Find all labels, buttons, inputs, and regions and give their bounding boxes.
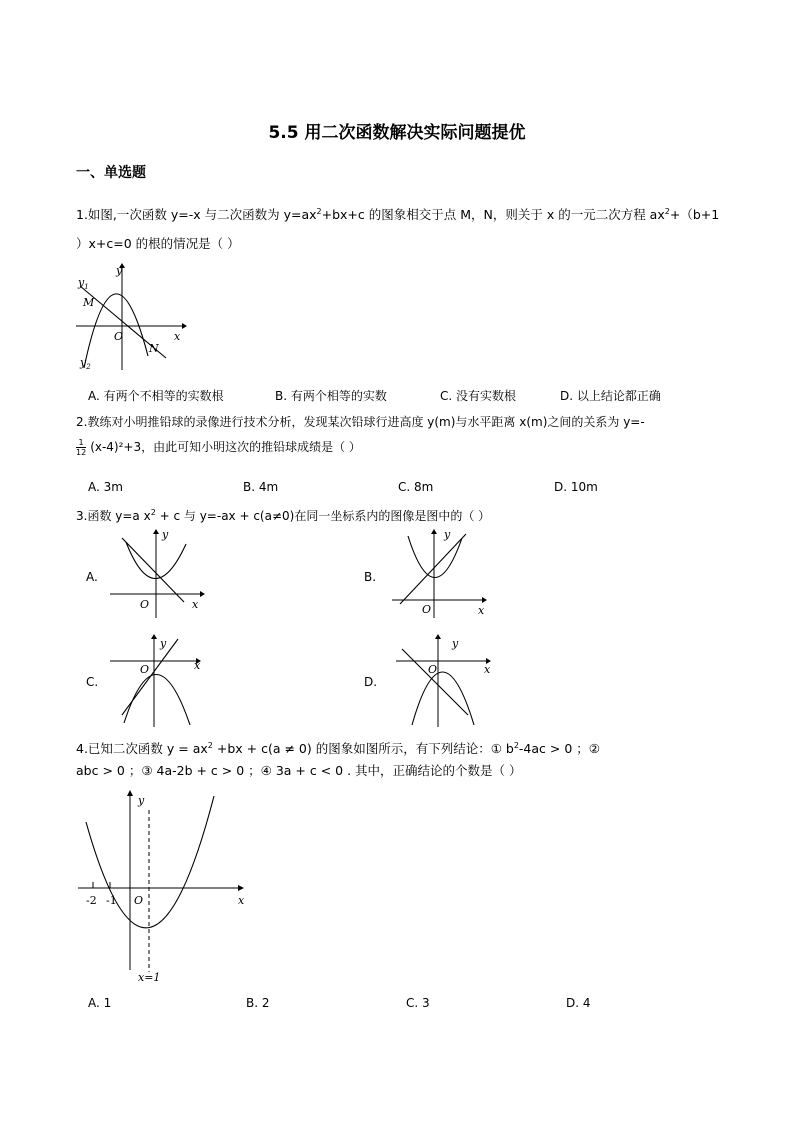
question-1-line-2: ）x+c=0 的根的情况是（ ） [76, 236, 240, 251]
q3-option-d-graph[interactable] [396, 635, 496, 730]
q1-option-d[interactable]: D. 以上结论都正确 [560, 389, 661, 403]
question-1-line-1: 1.如图,一次函数 y=-x 与二次函数为 $y=ax^2+bx+c$ 的图象相交于点 M，N，则关于 x 的一元二次方程 $ax^2+(b+1$ [76, 207, 720, 223]
fig4-minus-one-tick: -1 [106, 894, 117, 907]
figure1-x-label: x [174, 330, 181, 343]
question-2-line-1: 2.教练对小明推铅球的录像进行技术分析，发现某次铅球行进高度 y(m)与水平距离 x(m)之间的关系为 y=- [76, 415, 645, 429]
figure1-M-label: M [83, 296, 95, 309]
q2-option-c[interactable]: C. 8m [398, 480, 434, 494]
q4-option-a[interactable]: A. 1 [88, 996, 112, 1010]
q2-option-b[interactable]: B. 4m [243, 480, 279, 494]
page-title: 5.5 用二次函数解决实际问题提优 [268, 123, 526, 143]
q3b-o-label: O [422, 603, 432, 616]
q3c-o-label: O [140, 663, 150, 676]
q3d-x-label: x [484, 663, 491, 676]
q4-option-c[interactable]: C. 3 [406, 996, 430, 1010]
q3-option-a-graph[interactable] [110, 530, 210, 620]
fig4-o-label: O [134, 894, 144, 907]
question-4-line-1: 4.已知二次函数 $y = ax^2 +bx + c(a \ne 0)$ 的图象如图所示，有下列结论：① $b^2-4ac > 0$ ；② [76, 741, 600, 757]
q2-option-d[interactable]: D. 10m [554, 480, 598, 494]
q3-option-a-label[interactable]: A. [86, 570, 98, 584]
fig4-x-label: x [238, 894, 245, 907]
q3c-x-label: x [194, 659, 201, 672]
q3a-o-label: O [140, 598, 150, 611]
q3d-o-label: O [428, 663, 438, 676]
q3-option-c-graph[interactable] [110, 635, 210, 730]
fig4-symmetry-axis-label: x=1 [138, 971, 161, 984]
question-4-figure [76, 786, 256, 986]
q1-option-c[interactable]: C. 没有实数根 [440, 389, 517, 403]
question-3-line: 3.函数 y=a $x^2 + c$ 与 y=-ax + c(a≠0)在同一坐标系内的图像是图中的（ ） [76, 508, 491, 523]
fraction-one-twelfth: $\frac{1}{12}$ [76, 438, 87, 457]
question-1-figure [76, 262, 186, 374]
q3c-y-label: y [160, 637, 167, 650]
figure1-y1-label: $y_1$ [78, 276, 89, 291]
q4-option-b[interactable]: B. 2 [246, 996, 270, 1010]
figure1-N-label: N [149, 342, 159, 355]
q3-option-b-label[interactable]: B. [364, 570, 377, 584]
q1-option-b[interactable]: B. 有两个相等的实数 [275, 389, 387, 403]
q4-option-d[interactable]: D. 4 [566, 996, 591, 1010]
q3a-y-label: y [162, 528, 169, 541]
q2-option-a[interactable]: A. 3m [88, 480, 123, 494]
q3-option-b-graph[interactable] [392, 530, 492, 620]
q3a-x-label: x [192, 598, 199, 611]
q3b-y-label: y [444, 528, 451, 541]
q1-option-a[interactable]: A. 有两个不相等的实数根 [88, 389, 224, 403]
q3b-x-label: x [478, 604, 485, 617]
q3-option-c-label[interactable]: C. [86, 675, 99, 689]
figure1-y-label: y [116, 264, 123, 277]
figure1-O-label: O [114, 330, 124, 343]
question-2-line-2: $\frac{1}{12}$ (x-4)²+3，由此可知小明这次的推铅球成绩是（ ） [76, 438, 361, 457]
question-4-line-2: abc > 0 ；③ 4a-2b + c > 0 ；④ 3a + c < 0 . 其中，正确结论的个数是（ ） [76, 763, 522, 778]
q3d-y-label: y [452, 637, 459, 650]
fig4-y-label: y [138, 794, 145, 807]
figure1-y2-label: $y_2$ [80, 356, 91, 371]
fig4-minus-two-tick: -2 [86, 894, 97, 907]
section-heading: 一、单选题 [76, 165, 146, 181]
q3-option-d-label[interactable]: D. [364, 675, 378, 689]
